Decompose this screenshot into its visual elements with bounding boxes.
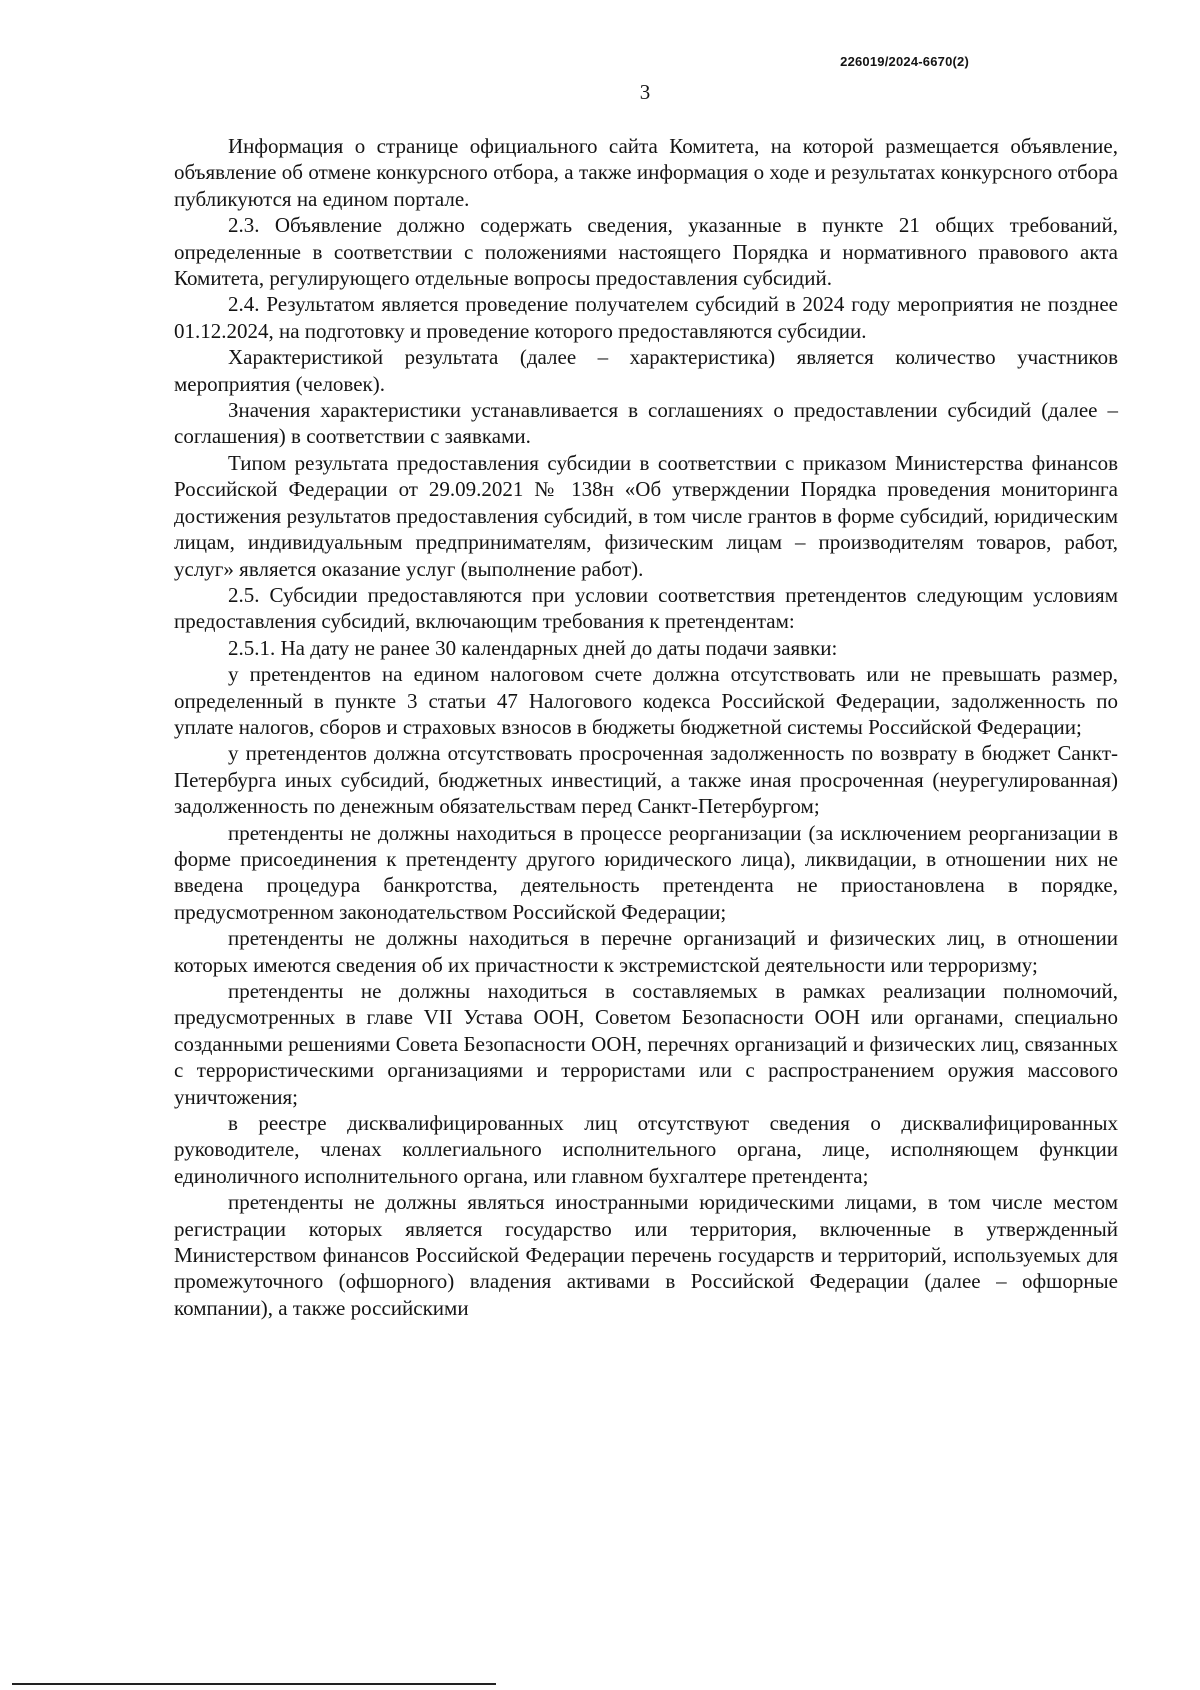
document-id: 226019/2024-6670(2) (840, 54, 969, 69)
bottom-scan-rule (12, 1683, 496, 1685)
paragraph-2-4: 2.4. Результатом является проведение получателем субсидий в 2024 году мероприятия не позднее 01.12.2024, на подготовку и проведение которого предоставляются субсидии. (174, 292, 1118, 343)
paragraph-overdue-debt: у претендентов должна отсутствовать просроченная задолженность по возврату в бюджет Санкт-Петербурга иных субсидий, бюджетных инвестиций, а также иная просроченная (неурегулированная) задолженность по денежным обязательствам перед Санкт-Петербургом; (174, 741, 1118, 819)
paragraph-reorganization: претенденты не должны находиться в процессе реорганизации (за исключением реорганизации в форме присоединения к претенденту другого юридического лица), ликвидации, в отношении них не введена процедура банкротства, деятельность претендента не приостановлена в порядке, предусмотренном законодательством Российской Федерации; (174, 820, 1118, 924)
page-number: 3 (639, 80, 651, 104)
paragraph-result-type: Типом результата предоставления субсидии в соответствии с приказом Министерства финансов Российской Федерации от 29.09.2021 № 138н «Об утверждении Порядка проведения мониторинга достижения результатов предоставления субсидий, в том числе грантов в форме субсидий, юридическим лицам, индивидуальным предпринимателям, физическим лицам – производителям товаров, работ, услуг» является оказание услуг (выполнение работ). (174, 450, 1118, 581)
paragraph-un-lists: претенденты не должны находиться в составляемых в рамках реализации полномочий, предусмотренных в главе VII Устава ООН, Советом Безопасности ООН или органами, специально созданными решениями Совета Безопасности ООН, перечнях организаций и физических лиц, связанных с террористическими организациями и террористами или с распространением оружия массового уничтожения; (174, 979, 1118, 1109)
paragraph-characteristic: Характеристикой результата (далее – характеристика) является количество участников мероприятия (человек). (174, 345, 1118, 396)
paragraph-offshore: претенденты не должны являться иностранными юридическими лицами, в том числе местом регистрации которых является государство или территория, включенные в утвержденный Министерством финансов Российской Федерации перечень государств и территорий, используемых для промежуточного (офшорного) владения активами в Российской Федерации (далее – офшорные компании), а также российскими (174, 1190, 1118, 1320)
paragraph-portal-info: Информация о странице официального сайта Комитета, на которой размещается объявление, объявление об отмене конкурсного отбора, а также информация о ходе и результатах конкурсного отбора публикуются на едином портале. (174, 134, 1118, 211)
paragraph-tax-debt: у претендентов на едином налоговом счете должна отсутствовать или не превышать размер, определенный в пункте 3 статьи 47 Налогового кодекса Российской Федерации, задолженность по уплате налогов, сборов и страховых взносов в бюджеты бюджетной системы Российской Федерации; (174, 662, 1118, 739)
document-body (174, 133, 1118, 1321)
paragraph-2-3: 2.3. Объявление должно содержать сведения, указанные в пункте 21 общих требований, определенные в соответствии с положениями настоящего Порядка и нормативного правового акта Комитета, регулирующего отдельные вопросы предоставления субсидий. (174, 213, 1118, 291)
paragraph-extremism-list: претенденты не должны находиться в перечне организаций и физических лиц, в отношении которых имеются сведения об их причастности к экстремистской деятельности или терроризму; (174, 926, 1118, 977)
paragraph-disqualified-registry: в реестре дисквалифицированных лиц отсутствуют сведения о дисквалифицированных руководителе, членах коллегиального исполнительного органа, лице, исполняющем функции единоличного исполнительного органа, или главном бухгалтере претендента; (174, 1111, 1118, 1188)
paragraph-characteristic-values: Значения характеристики устанавливается в соглашениях о предоставлении субсидий (далее – соглашения) в соответствии с заявками. (174, 398, 1118, 449)
paragraph-2-5: 2.5. Субсидии предоставляются при условии соответствия претендентов следующим условиям предоставления субсидий, включающим требования к претендентам: (174, 582, 1118, 634)
paragraph-2-5-1: 2.5.1. На дату не ранее 30 календарных дней до даты подачи заявки: (228, 635, 838, 660)
